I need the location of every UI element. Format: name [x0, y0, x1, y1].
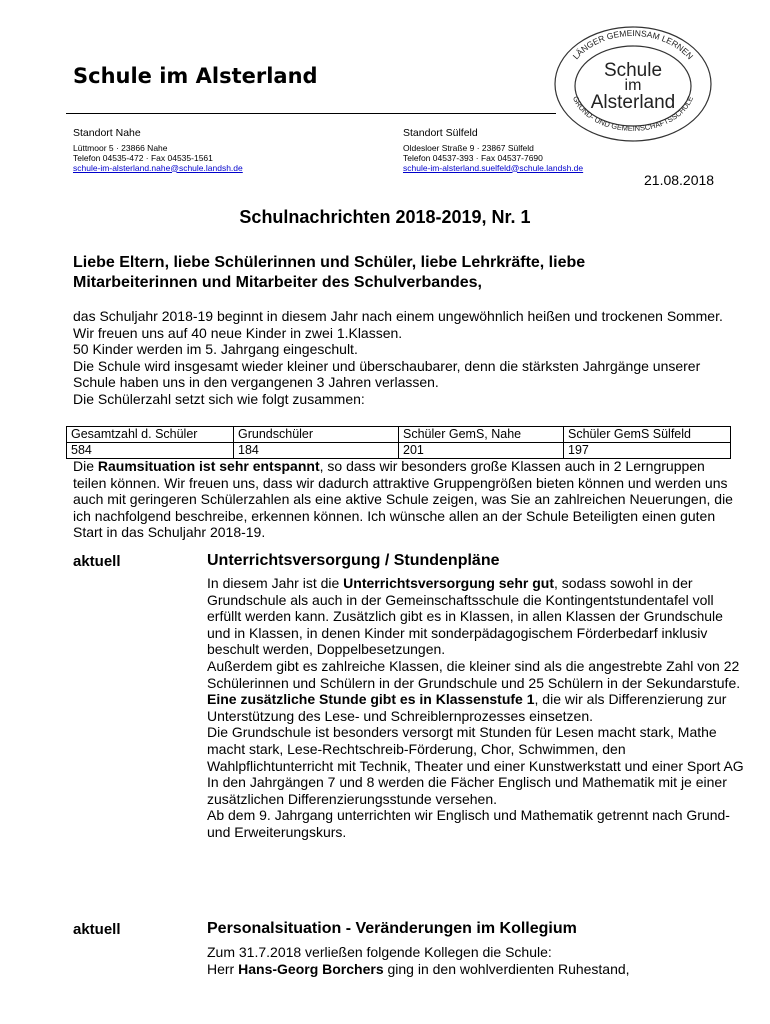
s1-p4: Die Grundschule ist besonders versorgt mit Stunden für Lesen macht stark, Mathe macht stark, Lese-Rechtschreib-Förderung, Chor, Schwimmen, den Wahlpflichtunterricht mit Technik, Theater und einer Kunstwerkstatt und einer Sport AG — [207, 724, 744, 774]
table-row — [67, 443, 731, 459]
table-header-row — [67, 427, 731, 443]
location-suelfeld-title: Standort Sülfeld — [403, 127, 478, 139]
location-suelfeld-phone: Telefon 04537-393 · Fax 04537-7690 — [403, 152, 543, 163]
table-value-grundschule: 184 — [234, 443, 399, 459]
location-suelfeld — [403, 128, 583, 173]
table-value-gems-nahe: 201 — [399, 443, 564, 459]
intro-line-2: Wir freuen uns auf 40 neue Kinder in zwei 1.Klassen. — [73, 324, 403, 341]
s1-p3-bold: Eine zusätzliche Stunde gibt es in Klassenstufe 1 — [207, 691, 535, 708]
section2-side-label: aktuell — [73, 921, 121, 938]
table-header-total: Gesamtzahl d. Schüler — [67, 427, 234, 443]
intro-line-4: Die Schule wird insgesamt wieder kleiner und überschaubarer, denn die stärksten Jahrgänge unserer Schule haben uns in den vergangenen 3 Jahren verlassen. — [73, 357, 701, 391]
room-situation-paragraph — [73, 458, 733, 541]
table-header-gems-nahe: Schüler GemS, Nahe — [399, 427, 564, 443]
intro-line-3: 50 Kinder werden im 5. Jahrgang eingeschult. — [73, 341, 358, 358]
s1-p3-rest: , die wir als Differenzierung zur Unterstützung des Lese- und Schreiblernprozesses einsetzen. — [207, 691, 727, 724]
location-nahe — [73, 128, 243, 173]
room-text-bold: Raumsituation ist sehr entspannt — [97, 458, 320, 474]
intro-line-5: Die Schülerzahl setzt sich wie folgt zusammen: — [73, 390, 365, 407]
newsletter-title: Schulnachrichten 2018-2019, Nr. 1 — [239, 207, 531, 227]
s2-p1: Zum 31.7.2018 verließen folgende Kollegen die Schule: — [207, 944, 552, 960]
letter-date: 21.08.2018 — [644, 172, 715, 188]
s2-p2-rest: ging in den wohlverdienten Ruhestand, — [383, 960, 630, 977]
s1-p1-bold: Unterrichtsversorgung sehr gut — [343, 575, 554, 591]
logo-line3: Alsterland — [590, 92, 676, 113]
section2-body — [207, 944, 747, 977]
location-nahe-email-link[interactable]: schule-im-alsterland.nahe@schule.landsh.de — [73, 162, 243, 173]
s1-p6: Ab dem 9. Jahrgang unterrichten wir Englisch und Mathematik getrennt nach Grund- und Erweiterungskurs. — [207, 807, 730, 840]
table-value-gems-suelfeld: 197 — [564, 443, 731, 459]
room-text-pre: Die — [73, 458, 98, 474]
s1-p1-rest: , sodass sowohl in der Grundschule als auch in der Gemeinschaftsschule die Kontingentstundentafel voll erfüllt werden kann. Zusätzlich gibt es in Klassen, in allen Klassen der Grundschule und in Klassen, in denen Kinder mit sonderpädagogischem Förderbedarf inklusiv beschult werden, Doppelbesetzungen. — [207, 575, 723, 658]
intro-line-1: das Schuljahr 2018-19 beginnt in diesem Jahr nach einem ungewöhnlich heißen und trockenen Sommer. — [73, 308, 723, 324]
section1-body — [207, 575, 747, 841]
location-suelfeld-email-link[interactable]: schule-im-alsterland.suelfeld@schule.landsh.de — [403, 162, 584, 173]
student-count-table — [66, 426, 731, 459]
section2-heading: Personalsituation - Veränderungen im Kollegium — [207, 920, 577, 937]
section1-heading: Unterrichtsversorgung / Stundenpläne — [207, 552, 500, 569]
table-header-gems-suelfeld: Schüler GemS Sülfeld — [564, 427, 731, 443]
s2-p2-bold: Hans-Georg Borchers — [238, 960, 384, 977]
s2-p2-pre: Herr — [207, 960, 239, 977]
location-nahe-phone: Telefon 04535-472 · Fax 04535-1561 — [73, 152, 213, 163]
logo-arc-bottom: GRUND- UND GEMEINSCHAFTSSCHULE — [570, 94, 696, 133]
school-logo — [553, 24, 713, 142]
table-value-total: 584 — [67, 443, 234, 459]
greeting: Liebe Eltern, liebe Schülerinnen und Schüler, liebe Lehrkräfte, liebe Mitarbeiterinnen und Mitarbeiter des Schulverbandes, — [73, 254, 586, 291]
location-nahe-title: Standort Nahe — [73, 127, 141, 139]
logo-line2: im — [624, 77, 642, 94]
logo-arc-top: LÄNGER GEMEINSAM LERNEN — [570, 27, 696, 62]
location-suelfeld-address: Oldesloer Straße 9 · 23867 Sülfeld — [403, 142, 534, 153]
s1-p1-pre: In diesem Jahr ist die — [207, 575, 344, 591]
school-name: Schule im Alsterland — [73, 64, 318, 88]
section1-side-label: aktuell — [73, 553, 121, 570]
s1-p2: Außerdem gibt es zahlreiche Klassen, die kleiner sind als die angestrebte Zahl von 22 Schülerinnen und Schülern in der Grundschule und 25 Schülern in der Sekundarstufe. — [207, 657, 741, 691]
room-text-rest: , so dass wir besonders große Klassen auch in 2 Lerngruppen teilen können. Wir freuen uns, dass wir dadurch attraktive Gruppengrößen bieten können und werden uns auch mit geringeren Schülerzahlen als eine aktive Schule zeigen, was Sie an zahlreichen Neuerungen, die ich nachfolgend beschreibe, erkennen können. Ich wünsche allen an der Schule Beteiligten einen guten Start in das Schuljahr 2018-19. — [73, 458, 733, 541]
logo-line1: Schule — [603, 60, 663, 81]
table-header-grundschule: Grundschüler — [234, 427, 399, 443]
intro-paragraph — [73, 308, 733, 408]
header-divider — [66, 113, 556, 114]
location-nahe-address: Lüttmoor 5 · 23866 Nahe — [73, 142, 168, 153]
s1-p5: In den Jahrgängen 7 und 8 werden die Fächer Englisch und Mathematik mit je einer zusätzlichen Differenzierungsstunde versehen. — [207, 774, 727, 807]
